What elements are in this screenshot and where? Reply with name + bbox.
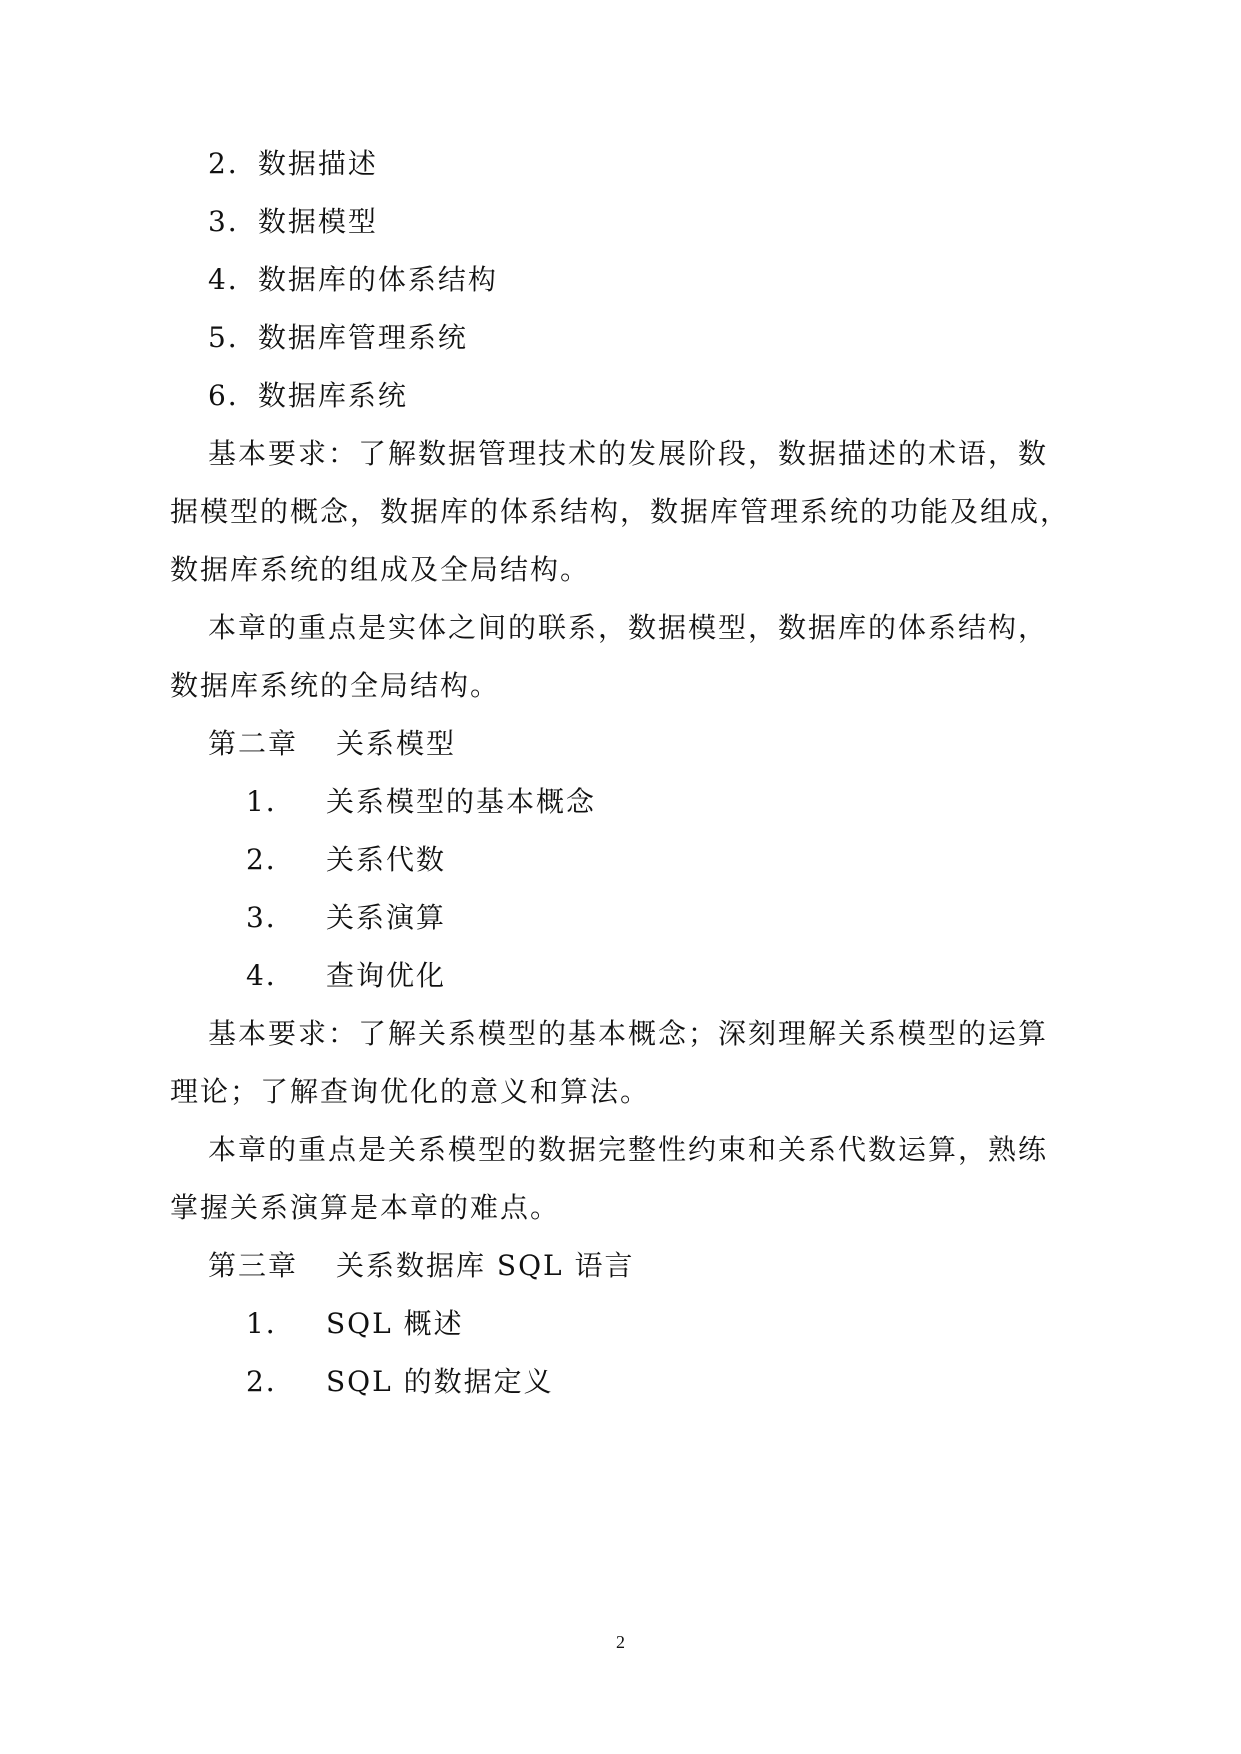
list-item: [208, 204, 378, 240]
item-number: 1．: [246, 785, 296, 818]
chapter-number: 第二章: [208, 727, 299, 760]
item-number: 2．: [208, 147, 258, 180]
list-item: [246, 1306, 464, 1342]
list-item: [246, 1364, 554, 1400]
item-label: SQL 概述: [326, 1307, 464, 1340]
chapter-title: 关系数据库 SQL 语言: [336, 1249, 635, 1282]
item-label: 关系代数: [326, 843, 447, 876]
list-item: [246, 900, 446, 936]
list-item: [246, 842, 446, 878]
list-item: [208, 378, 408, 414]
item-number: 3．: [208, 205, 258, 238]
item-number: 2．: [246, 1365, 296, 1398]
paragraph-line: 掌握关系演算是本章的难点。: [170, 1191, 561, 1224]
item-label: 数据库管理系统: [257, 321, 468, 354]
item-number: 1．: [246, 1307, 296, 1340]
paragraph-line: 本章的重点是关系模型的数据完整性约束和关系代数运算，熟练: [208, 1133, 1049, 1166]
item-label: 数据模型: [257, 205, 378, 238]
chapter-heading: [208, 1248, 635, 1284]
paragraph-line: 数据库系统的组成及全局结构。: [170, 553, 591, 586]
item-number: 4．: [246, 959, 296, 992]
chapter-title: 关系模型: [336, 727, 457, 760]
chapter-heading: [208, 726, 456, 762]
item-number: 2．: [246, 843, 296, 876]
paragraph-line: 数据库系统的全局结构。: [170, 669, 501, 702]
chapter-number: 第三章: [208, 1249, 299, 1282]
list-item: [208, 320, 468, 356]
list-item: [208, 262, 498, 298]
paragraph-line: 本章的重点是实体之间的联系，数据模型，数据库的体系结构，: [208, 611, 1049, 644]
list-item: [246, 958, 446, 994]
item-label: 数据描述: [257, 147, 378, 180]
item-label: 数据库系统: [257, 379, 408, 412]
item-number: 3．: [246, 901, 296, 934]
item-label: 关系演算: [326, 901, 447, 934]
item-label: 关系模型的基本概念: [326, 785, 597, 818]
item-label: 查询优化: [326, 959, 447, 992]
page-number: 2: [616, 1632, 625, 1652]
list-item: [208, 146, 378, 182]
paragraph-line: 基本要求：了解数据管理技术的发展阶段，数据描述的术语，数: [208, 437, 1049, 470]
item-number: 6．: [208, 379, 258, 412]
list-item: [246, 784, 596, 820]
item-label: SQL 的数据定义: [326, 1365, 554, 1398]
item-number: 4．: [208, 263, 258, 296]
paragraph-line: 基本要求：了解关系模型的基本概念；深刻理解关系模型的运算: [208, 1017, 1049, 1050]
item-label: 数据库的体系结构: [257, 263, 498, 296]
paragraph-line: 据模型的概念，数据库的体系结构，数据库管理系统的功能及组成，: [170, 495, 1071, 528]
paragraph-line: 理论；了解查询优化的意义和算法。: [170, 1075, 651, 1108]
item-number: 5．: [208, 321, 258, 354]
